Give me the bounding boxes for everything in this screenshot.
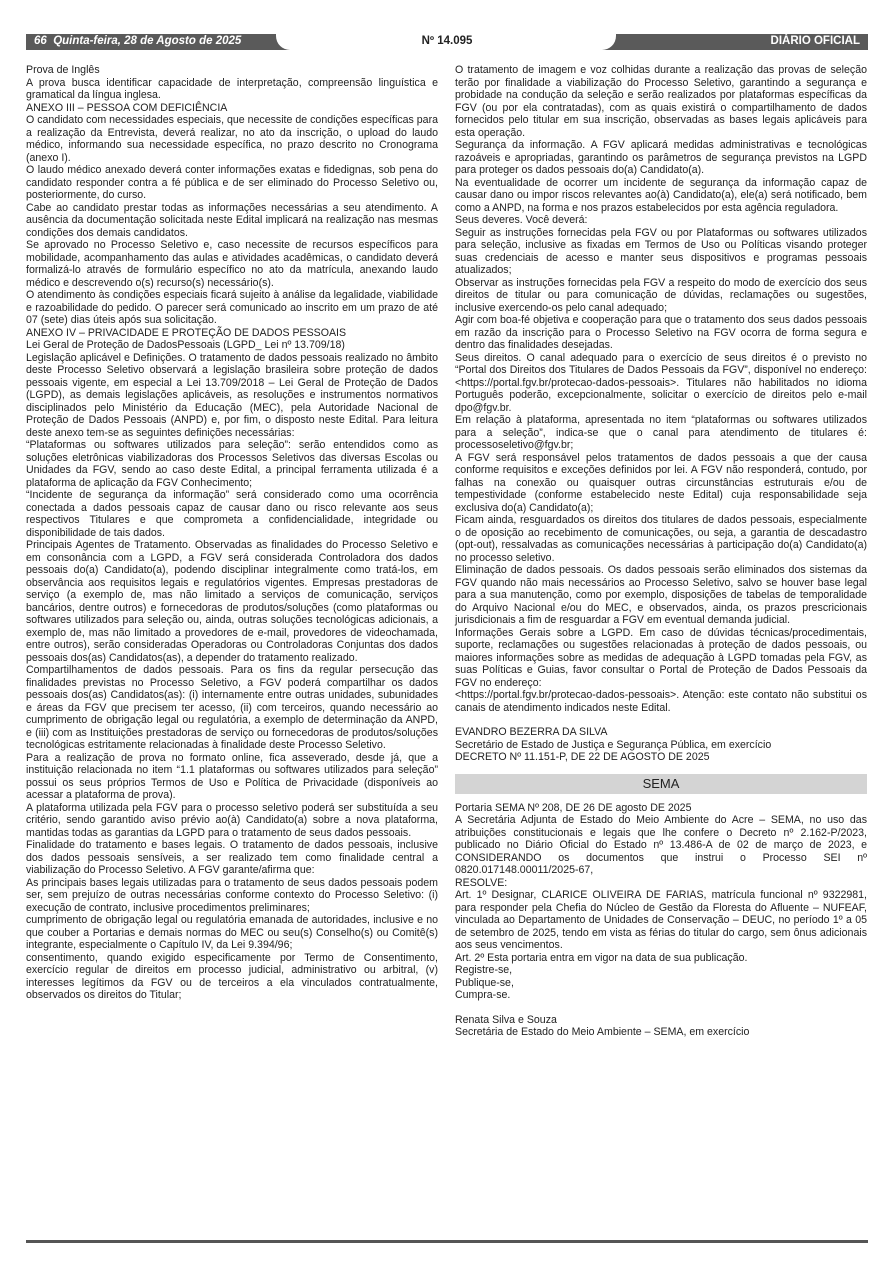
paragraph: ANEXO IV – PRIVACIDADE E PROTEÇÃO DE DADOS PESSOAIS [26,326,347,339]
paragraph: Para a realização de prova no formato online, fica asseverado, desde já, que a instituição relacionada no item “1.1 plataformas ou softwares utilizados para seleção” possui os seus próprios Termos de Uso e Política de Privacidade (disponíveis ao acessar a plataforma de prova). [26,751,438,801]
paragraph: Cumpra-se. [455,989,511,1001]
page-header [26,34,868,50]
paragraph: Portaria SEMA Nº 208, DE 26 DE agosto DE 2025 [455,801,692,814]
paragraph: Informações Gerais sobre a LGPD. Em caso de dúvidas técnicas/procedimentais, suporte, reclamações ou sugestões relacionadas à proteção de dados pessoais, ou maiores informações sobre as medidas de adequação à LGPD tomadas pela FGV, as suas Políticas e Guias, favor consultar o Portal de Proteção de Dados Pessoais da FGV no endereço: [455,626,867,689]
paragraph: <https://portal.fgv.br/protecao-dados-pessoais>. Atenção: este contato não substitui os canais de atendimento indicados neste Edital. [455,689,867,714]
paragraph: A FGV será responsável pelos tratamentos de dados pessoais a que der causa conforme requisitos e exceções definidos por lei. A FGV não responderá, contudo, por falhas na conexão ou quaisquer outras circunstâncias estruturais e/ou de tempestividade (conforme estabelecido neste Edital) cuja responsabilidade seja exclusiva do(a) Candidato(a); [455,451,867,514]
paragraph: Registre-se, [455,964,513,976]
paragraph: ANEXO III – PESSOA COM DEFICIÊNCIA [26,101,228,114]
paragraph: cumprimento de obrigação legal ou regulatória emanada de autoridades, inclusive e no que couber a Portarias e demais normas do MEC ou seu(s) Conselho(s) ou Comitê(s) integrante, especialmente o Capítulo IV, da Lei 9.394/96; [26,914,438,951]
paragraph: Seus deveres. Você deverá: [455,214,588,226]
paragraph: Prova de Inglês [26,64,100,76]
signature-name: EVANDRO BEZERRA DA SILVA [455,726,608,738]
paragraph: O tratamento de imagem e voz colhidas durante a realização das provas de seleção terão por finalidade a viabilização do Processo Seletivo, garantindo a segurança e probidade na condução da seleção e serão realizados por plataformas específicas da FGV (ou por ela contratadas), com as quais existirá o compartilhamento de dados fornecidos pelo titular em sua inscrição, observadas as bases legais aplicáveis para esta operação. [455,64,867,139]
footer-rule [26,1240,868,1243]
signature-role: Secretária de Estado do Meio Ambiente – SEMA, em exercício [455,1026,750,1038]
paragraph: Segurança da informação. A FGV aplicará medidas administrativas e tecnológicas razoáveis e apropriadas, garantindo os parâmetros de segurança previstos na LGPD para proteger os dados pessoais do(a) Candidato(a). [455,139,867,176]
signature-role: Secretário de Estado de Justiça e Segurança Pública, em exercício [455,738,772,751]
paragraph: Cabe ao candidato prestar todas as informações necessárias a seu atendimento. A ausência da documentação solicitada neste Edital implicará na realização nas mesmas condições dos demais candidatos. [26,201,438,239]
paragraph: “Incidente de segurança da informação” será considerado como uma ocorrência conectada a dados pessoais capaz de causar dano ou risco relevante aos seus respectivos Titulares e que comprometa a confidencialidade, integridade ou disponibilidade de tais dados. [26,489,438,539]
right-column [455,64,867,1039]
journal-name: DIÁRIO OFICIAL [770,35,860,47]
paragraph: A Secretária Adjunta de Estado do Meio Ambiente do Acre – SEMA, no uso das atribuições constitucionais e legais que lhe confere o Decreto nº 2.162-P/2023, publicado no Diário Oficial do Estado nº 13.486-A de 02 de março de 2023, e CONSIDERANDO os documentos que instrui o Processo SEI nº 0820.017148.00011/2025-67, [455,814,867,876]
paragraph: Art. 1º Designar, CLARICE OLIVEIRA DE FARIAS, matrícula funcional nº 9322981, para responder pela Chefia do Núcleo de Gestão da Floresta do Afluente – NUFEAF, vinculada ao Departamento de Unidades de Conservação – DEUC, no período 1º a 05 de setembro de 2025, tendo em vista as férias do titular do cargo, sem ônus adicionais aos seus vencimentos. [455,889,867,951]
paragraph: Seus direitos. O canal adequado para o exercício de seus direitos é o previsto no “Portal dos Direitos dos Titulares de Dados Pessoais da FGV”, disponível no endereço: <https://portal.fgv.br/protecao-dados-pessoais>. Titulares não habilitados no idioma Português poderão, excepcionalmente, solicitar o exercício de direitos pelo e-mail dpo@fgv.br. [455,351,867,414]
paragraph: Art. 2º Esta portaria entra em vigor na data de sua publicação. [455,951,748,964]
edition-number: Nº 14.095 [421,35,473,47]
paragraph: Lei Geral de Proteção de DadosPessoais (LGPD_ Lei nº 13.709/18) [26,339,345,351]
paragraph: A plataforma utilizada pela FGV para o processo seletivo poderá ser substituída a seu critério, sendo garantido aviso prévio ao(à) Candidato(a) sobre a nova plataforma, mantidas todas as garantias da LGPD para o tratamento de seus dados pessoais. [26,801,438,839]
sema-portaria [455,802,867,1002]
paragraph: O atendimento às condições especiais ficará sujeito à análise da legalidade, viabilidade e razoabilidade do pedido. O parecer será comunicado ao inscrito em um prazo de até 07 (sete) dias úteis após sua solicitação. [26,289,438,326]
left-column [26,64,438,1002]
paragraph: Legislação aplicável e Definições. O tratamento de dados pessoais realizado no âmbito deste Processo Seletivo observará a legislação brasileira sobre proteção de dados pessoais vigente, em especial a Lei 13.709/2018 – Lei Geral de Proteção de Dados (LGPD), as demais legislações aplicáveis, as resoluções e instrumentos normativos disciplinados pelo Ministério da Educação (MEC), pela Autoridade Nacional de Proteção de Dados Pessoais (ANPD) e, por fim, o disposto neste Edital. Para leitura deste anexo tem-se as seguintes definições necessárias: [26,351,438,439]
signature-name: Renata Silva e Souza [455,1013,557,1026]
section-title-sema: SEMA [455,774,867,794]
paragraph: Compartilhamentos de dados pessoais. Para os fins da regular persecução das finalidades previstas no Processo Seletivo, a FGV poderá compartilhar os dados pessoais dos(as) Candidatos(as): (i) internamente entre outras unidades, subunidades e áreas da FGV que precisem ter acesso, (ii) com terceiros, quando necessário ao cumprimento de obrigação legal ou regulatória, a exemplo de determinação da ANPD, e (iii) com as Instituições prestadoras de serviço ou fornecedoras de produtos/soluções tecnológicas estritamente relacionadas à finalidade deste Processo Seletivo. [26,664,438,751]
paragraph: Observar as instruções fornecidas pela FGV a respeito do modo de exercício dos seus direitos de titular ou para comunicação de dúvidas, reclamações ou sugestões, inclusive exercendo-os pelo canal adequado; [455,276,867,314]
paragraph: Finalidade do tratamento e bases legais. O tratamento de dados pessoais, inclusive dos dados pessoais sensíveis, a ser realizado tem como finalidade central a viabilização do Processo Seletivo. A FGV garante/afirma que: [26,839,438,876]
paragraph: O laudo médico anexado deverá conter informações exatas e fidedignas, sob pena do candidato responder contra a fé pública e de ser eliminado do Processo Seletivo ou, posteriormente, do curso. [26,164,438,201]
paragraph: Publique-se, [455,976,514,989]
paragraph: “Plataformas ou softwares utilizados para seleção”: serão entendidos como as soluções eletrônicas viabilizadoras dos Processos Seletivos das diversas Escolas ou Unidades da FGV, sendo ao caso deste Edital, a principal ferramenta utilizada é a plataforma de aplicação da FGV Conhecimento; [26,439,438,489]
paragraph: Se aprovado no Processo Seletivo e, caso necessite de recursos específicos para mobilidade, acompanhamento das aulas e atividades acadêmicas, o candidato deverá formalizá-lo através de formulário específico no ato da matrícula, anexando laudo médico e descrevendo o(s) recurso(s) necessário(s). [26,239,438,289]
paragraph: consentimento, quando exigido especificamente por Termo de Consentimento, exercício regular de direitos em processo judicial, administrativo ou arbitral, (v) interesses legítimos da FGV ou de terceiros a ela vinculados contratualmente, observados os direitos do Titular; [26,951,438,1001]
lgpd-continuation [455,64,867,714]
paragraph: O candidato com necessidades especiais, que necessite de condições específicas para a realização da Entrevista, deverá realizar, no ato da inscrição, o upload do laudo médico, informando sua necessidade específica, no prazo descrito no Cronograma (anexo I). [26,114,438,164]
paragraph: Agir com boa-fé objetiva e cooperação para que o tratamento dos seus dados pessoais em razão da inscrição para o Processo Seletivo na FGV ocorra de forma segura e dentro das finalidades desejadas. [455,314,867,351]
paragraph: As principais bases legais utilizadas para o tratamento de seus dados pessoais podem ser, sem prejuízo de outras necessárias conforme contexto do Processo Seletivo: (i) execução de contrato, inclusive procedimentos preliminares; [26,876,438,914]
paragraph: Principais Agentes de Tratamento. Observadas as finalidades do Processo Seletivo e em consonância com a LGPD, a FGV será considerada Controladora dos dados pessoais do(a) Candidato(a), podendo disciplinar integralmente como tratá-los, em observância aos requisitos legais e regulatórios vigentes. Empresas prestadoras de serviço (a exemplo de, mas não limitado a serviços de comunicação, serviços bancários, dentre outros) e fornecedoras de produtos/soluções (como plataformas ou softwares utilizados para seleção ou, ainda, outras soluções tecnológicas adicionais, a exemplo de, mas não limitado a provedores de e-mail, provedores de videochamada, entre outros), serão consideradas Operadoras ou Controladoras Conjuntas dos dados pessoais dos(as) Candidatos(as), a depender do tratamento realizado. [26,539,438,664]
paragraph: Seguir as instruções fornecidas pela FGV ou por Plataformas ou softwares utilizados para seleção, inclusive as fixadas em Termos de Uso ou Políticas visando proteger suas credenciais de acesso e manter seus dispositivos e programas pessoais atualizados; [455,226,867,276]
paragraph: Eliminação de dados pessoais. Os dados pessoais serão eliminados dos sistemas da FGV quando não mais necessários ao Processo Seletivo, salvo se houver base legal para a sua manutenção, como por exemplo, disposições de tabelas de temporalidade do Arquivo Nacional e/ou do MEC, e observados, ainda, os prazos prescricionais jurisdicionais a fim de resguardar a FGV em eventual demanda judicial. [455,564,867,626]
paragraph: A prova busca identificar capacidade de interpretação, compreensão linguística e gramatical da língua inglesa. [26,76,438,101]
page-date: Quinta-feira, 28 de Agosto de 2025 [53,35,242,47]
paragraph: Na eventualidade de ocorrer um incidente de segurança da informação capaz de causar dano ou impor riscos relevantes ao(à) Candidato(a), ele(a) será notificado, bem como a ANPD, na forma e nos prazos estabelecidos por esta agência reguladora. [455,176,867,214]
signature-decree: DECRETO Nº 11.151-P, DE 22 DE AGOSTO DE 2025 [455,751,710,763]
page-number: 66 [34,35,47,47]
paragraph: Ficam ainda, resguardados os direitos dos titulares de dados pessoais, especialmente o de oposição ao recebimento de comunicações, ou seja, a garantia de descadastro (opt-out), ressalvadas as comunicações necessárias à participação do(a) Candidato(a) no processo seletivo. [455,514,867,564]
paragraph: RESOLVE: [455,876,508,889]
paragraph: Em relação à plataforma, apresentada no item “plataformas ou softwares utilizados para a seleção”, indica-se que o canal para atendimento de titulares é: processoseletivo@fgv.br; [455,414,867,451]
